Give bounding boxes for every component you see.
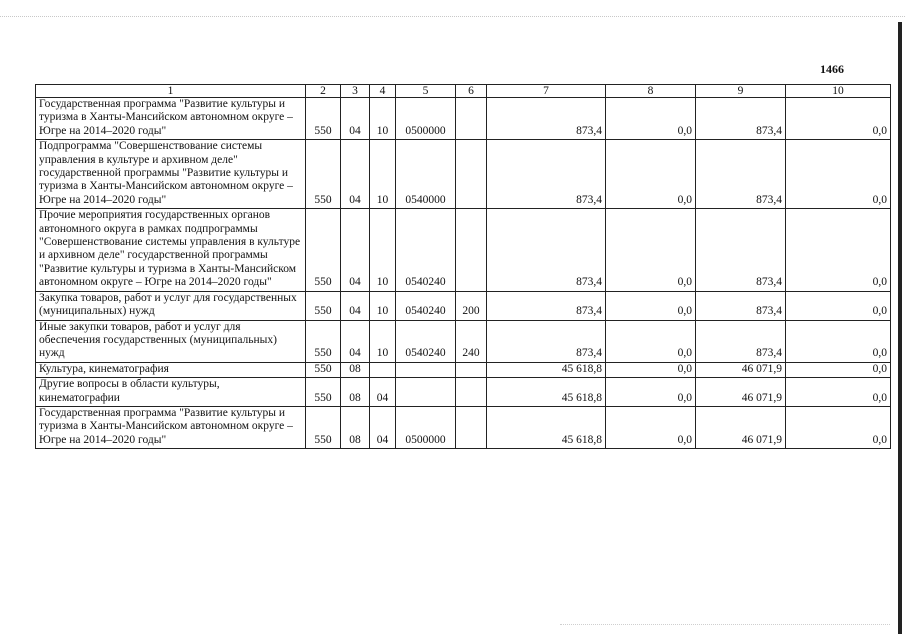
row-amount-7: 45 618,8 <box>487 406 606 448</box>
budget-table <box>35 84 891 449</box>
row-amount-9: 873,4 <box>696 209 786 291</box>
row-amount-10: 0,0 <box>786 209 891 291</box>
row-amount-8: 0,0 <box>606 209 696 291</box>
row-amount-10: 0,0 <box>786 291 891 320</box>
row-expense-type <box>456 406 487 448</box>
row-name: Закупка товаров, работ и услуг для государственных (муниципальных) нужд <box>36 291 306 320</box>
row-amount-10: 0,0 <box>786 98 891 140</box>
row-ministry: 550 <box>306 98 341 140</box>
row-amount-8: 0,0 <box>606 98 696 140</box>
row-amount-8: 0,0 <box>606 320 696 362</box>
table-row <box>36 140 891 209</box>
row-target-code: 0540240 <box>396 291 456 320</box>
row-ministry: 550 <box>306 362 341 377</box>
table-row <box>36 291 891 320</box>
row-amount-10: 0,0 <box>786 378 891 407</box>
row-amount-9: 873,4 <box>696 140 786 209</box>
row-amount-7: 873,4 <box>487 209 606 291</box>
row-target-code: 0500000 <box>396 406 456 448</box>
row-expense-type <box>456 140 487 209</box>
row-subsection: 04 <box>370 378 396 407</box>
row-expense-type <box>456 362 487 377</box>
scan-artifact-top <box>0 16 905 21</box>
row-subsection: 10 <box>370 291 396 320</box>
header-col-4: 4 <box>370 85 396 98</box>
row-amount-7: 45 618,8 <box>487 378 606 407</box>
row-amount-9: 873,4 <box>696 320 786 362</box>
row-name: Культура, кинематография <box>36 362 306 377</box>
row-subsection: 10 <box>370 320 396 362</box>
header-col-10: 10 <box>786 85 891 98</box>
row-target-code: 0540240 <box>396 320 456 362</box>
row-target-code <box>396 378 456 407</box>
row-name: Государственная программа "Развитие культуры и туризма в Ханты-Мансийском автономном округе – Югре на 2014–2020 годы" <box>36 98 306 140</box>
row-amount-7: 873,4 <box>487 320 606 362</box>
row-ministry: 550 <box>306 378 341 407</box>
row-subsection <box>370 362 396 377</box>
header-col-8: 8 <box>606 85 696 98</box>
row-target-code: 0540240 <box>396 209 456 291</box>
row-name: Иные закупки товаров, работ и услуг для обеспечения государственных (муниципальных) нужд <box>36 320 306 362</box>
row-name: Другие вопросы в области культуры, кинематографии <box>36 378 306 407</box>
table-row <box>36 320 891 362</box>
row-subsection: 10 <box>370 209 396 291</box>
page-number: 1466 <box>820 62 844 76</box>
row-section: 08 <box>341 406 370 448</box>
row-amount-8: 0,0 <box>606 140 696 209</box>
header-col-1: 1 <box>36 85 306 98</box>
row-section: 04 <box>341 209 370 291</box>
header-col-5: 5 <box>396 85 456 98</box>
header-col-2: 2 <box>306 85 341 98</box>
row-amount-9: 46 071,9 <box>696 406 786 448</box>
row-amount-10: 0,0 <box>786 320 891 362</box>
table-row <box>36 209 891 291</box>
row-target-code: 0540000 <box>396 140 456 209</box>
row-amount-10: 0,0 <box>786 406 891 448</box>
row-name: Прочие мероприятия государственных органов автономного округа в рамках подпрограммы "Совершенствование системы управления в культуре и архивном деле" государственной программы "Развитие культуры и туризма в Ханты-Мансийском автономном округе – Югре на 2014–2020 годы" <box>36 209 306 291</box>
row-expense-type <box>456 378 487 407</box>
table-row <box>36 378 891 407</box>
row-name: Государственная программа "Развитие культуры и туризма в Ханты-Мансийском автономном округе – Югре на 2014–2020 годы" <box>36 406 306 448</box>
table-row <box>36 406 891 448</box>
row-expense-type: 240 <box>456 320 487 362</box>
row-amount-10: 0,0 <box>786 362 891 377</box>
row-amount-8: 0,0 <box>606 291 696 320</box>
row-amount-8: 0,0 <box>606 362 696 377</box>
row-amount-7: 45 618,8 <box>487 362 606 377</box>
row-amount-7: 873,4 <box>487 140 606 209</box>
header-col-6: 6 <box>456 85 487 98</box>
row-amount-8: 0,0 <box>606 378 696 407</box>
row-ministry: 550 <box>306 291 341 320</box>
row-expense-type <box>456 209 487 291</box>
row-section: 08 <box>341 362 370 377</box>
row-subsection: 10 <box>370 98 396 140</box>
row-amount-7: 873,4 <box>487 98 606 140</box>
table-row <box>36 362 891 377</box>
table-header-row <box>36 85 891 98</box>
table-row <box>36 98 891 140</box>
row-section: 08 <box>341 378 370 407</box>
row-section: 04 <box>341 140 370 209</box>
row-amount-9: 873,4 <box>696 98 786 140</box>
row-amount-7: 873,4 <box>487 291 606 320</box>
row-amount-10: 0,0 <box>786 140 891 209</box>
row-amount-8: 0,0 <box>606 406 696 448</box>
row-amount-9: 46 071,9 <box>696 378 786 407</box>
row-ministry: 550 <box>306 209 341 291</box>
row-amount-9: 873,4 <box>696 291 786 320</box>
header-col-7: 7 <box>487 85 606 98</box>
row-expense-type: 200 <box>456 291 487 320</box>
row-subsection: 10 <box>370 140 396 209</box>
row-section: 04 <box>341 291 370 320</box>
row-amount-9: 46 071,9 <box>696 362 786 377</box>
row-ministry: 550 <box>306 320 341 362</box>
row-section: 04 <box>341 98 370 140</box>
header-col-9: 9 <box>696 85 786 98</box>
row-subsection: 04 <box>370 406 396 448</box>
row-target-code <box>396 362 456 377</box>
row-ministry: 550 <box>306 406 341 448</box>
row-target-code: 0500000 <box>396 98 456 140</box>
row-name: Подпрограмма "Совершенствование системы управления в культуре и архивном деле" государственной программы "Развитие культуры и туризма в Ханты-Мансийском автономном округе – Югре на 2014–2020 годы" <box>36 140 306 209</box>
header-col-3: 3 <box>341 85 370 98</box>
scan-artifact-bottom <box>560 624 890 627</box>
row-expense-type <box>456 98 487 140</box>
row-section: 04 <box>341 320 370 362</box>
row-ministry: 550 <box>306 140 341 209</box>
page-edge-shadow <box>898 22 902 634</box>
